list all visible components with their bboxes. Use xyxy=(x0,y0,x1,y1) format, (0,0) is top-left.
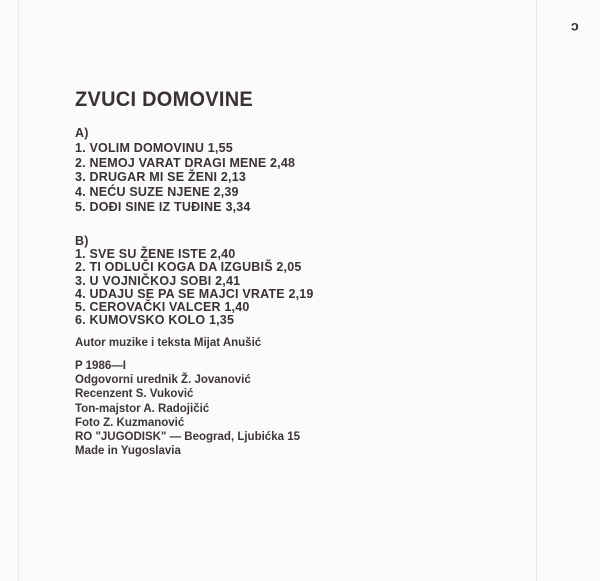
track: 5. DOĐI SINE IZ TUĐINE 3,34 xyxy=(75,199,251,214)
track: 2. TI ODLUČI KOGA DA IZGUBIŠ 2,05 xyxy=(75,260,302,275)
track: 1. VOLIM DOMOVINU 1,55 xyxy=(75,140,233,155)
credit-line: Odgovorni urednik Ž. Jovanović xyxy=(75,374,251,387)
side-a-tracklist xyxy=(75,126,295,215)
credit-line: RO "JUGODISK" — Beograd, Ljubićka 15 xyxy=(75,431,300,444)
track: 4. UDAJU SE PA SE MAJCI VRATE 2,19 xyxy=(75,286,314,301)
track: 3. U VOJNIČKOJ SOBI 2,41 xyxy=(75,273,241,288)
side-b-label: B) xyxy=(75,234,89,248)
production-credits xyxy=(75,359,300,458)
credit-line: Recenzent S. Vuković xyxy=(75,388,194,401)
track: 2. NEMOJ VARAT DRAGI MENE 2,48 xyxy=(75,155,296,170)
track: 3. DRUGAR MI SE ŽENI 2,13 xyxy=(75,170,247,185)
author-credit: Autor muzike i teksta Mijat Anušić xyxy=(75,337,262,349)
credit-line: Ton-majstor A. Radojičić xyxy=(75,402,210,415)
track: 6. KUMOVSKO KOLO 1,35 xyxy=(75,313,235,328)
credit-line: P 1986—I xyxy=(75,360,126,372)
corner-mark: c xyxy=(571,20,579,36)
fold-line xyxy=(536,0,537,581)
side-a-label: A) xyxy=(75,126,89,140)
track: 4. NEĆU SUZE NJENE 2,39 xyxy=(75,185,239,200)
album-title: ZVUCI DOMOVINE xyxy=(75,88,254,111)
track: 5. CEROVAČKI VALCER 1,40 xyxy=(75,300,250,315)
fold-line xyxy=(18,0,19,581)
credit-line: Made in Yugoslavia xyxy=(75,445,181,458)
credit-line: Foto Z. Kuzmanović xyxy=(75,416,185,429)
track: 1. SVE SU ŽENE ISTE 2,40 xyxy=(75,247,236,262)
side-b-tracklist xyxy=(75,235,314,327)
